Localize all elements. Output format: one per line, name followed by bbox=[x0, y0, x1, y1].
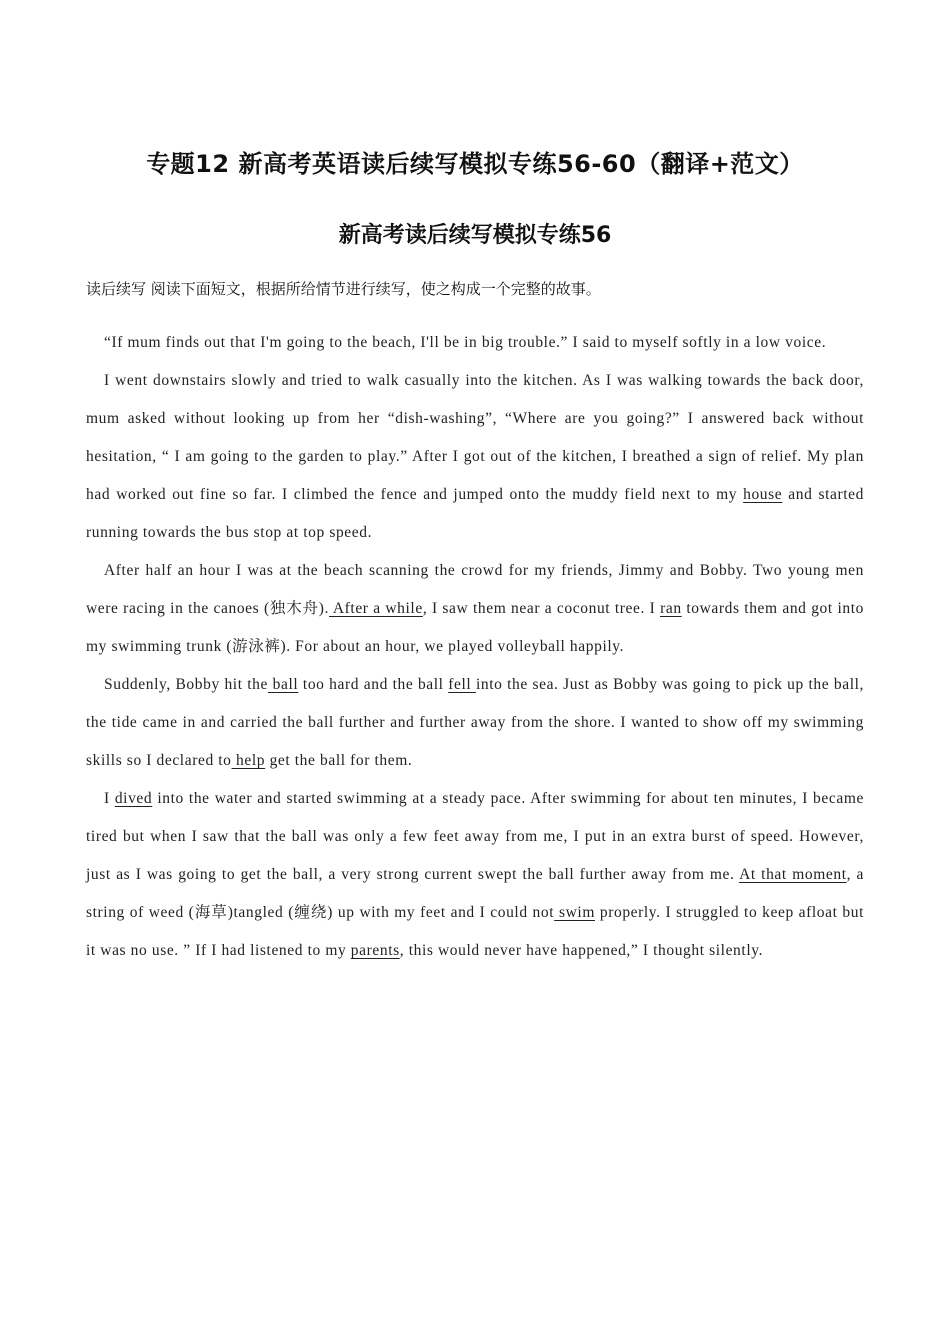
task-instruction: 读后续写 阅读下面短文，根据所给情节进行续写，使之构成一个完整的故事。 bbox=[86, 280, 601, 298]
underlined-phrase: After a while bbox=[329, 600, 423, 617]
underlined-word: ran bbox=[660, 600, 682, 617]
underlined-word: parents bbox=[350, 942, 400, 959]
underlined-phrase: At that moment bbox=[739, 866, 847, 883]
story-text bbox=[86, 324, 864, 970]
text-run: Suddenly, Bobby hit the bbox=[104, 676, 268, 693]
text-run: towards them and got into my swimming trunk (游泳裤). For about an hour, we played volleyball happily. bbox=[86, 600, 864, 655]
text-run: and started running towards the bus stop at top speed. bbox=[86, 486, 864, 541]
text-run: After half an hour I was at the beach scanning the crowd for my friends, Jimmy and Bobby. Two young men were racing in the canoes (独木舟). bbox=[86, 562, 864, 617]
page-title: 专题12 新高考英语读后续写模拟专练56-60（翻译+范文） bbox=[146, 150, 804, 178]
underlined-word: house bbox=[743, 486, 783, 503]
text-run: too hard and the ball bbox=[298, 676, 449, 693]
text-run: properly. I struggled to keep afloat but it was no use. ” If I had listened to my bbox=[86, 904, 864, 959]
text-run: , I saw them near a coconut tree. I bbox=[422, 600, 661, 617]
story-paragraph-5 bbox=[86, 780, 864, 970]
text-run: into the water and started swimming at a steady pace. After swimming for about ten minutes, I became tired but when I saw that the ball was only a few feet away from me, I put in an extra burst of speed. However, just as I was going to get the ball, a very strong current swept the ball further away from me. bbox=[86, 790, 864, 883]
underlined-word: ball bbox=[267, 676, 299, 693]
underlined-word: fell bbox=[448, 676, 476, 693]
story-paragraph-4 bbox=[86, 666, 864, 780]
text-run: I went downstairs slowly and tried to walk casually into the kitchen. As I was walking towards the back door, mum asked without looking up from her “dish-washing”, “Where are you going?” I answered back without hesitation, “ I am going to the garden to play.” After I got out of the kitchen, I breathed a sign of relief. My plan had worked out fine so far. I climbed the fence and jumped onto the muddy field next to my bbox=[86, 372, 864, 503]
story-paragraph-1 bbox=[86, 324, 864, 362]
story-paragraph-3 bbox=[86, 552, 864, 666]
text-run: , a string of weed (海草)tangled (缠绕) up with my feet and I could not bbox=[86, 866, 864, 921]
text-run: “If mum finds out that I'm going to the beach, I'll be in big trouble.” I said to myself softly in a low voice. bbox=[104, 334, 827, 351]
text-run: , this would never have happened,” I thought silently. bbox=[399, 942, 764, 959]
text-run: into the sea. Just as Bobby was going to pick up the ball, the tide came in and carried the ball further and further away from the shore. I wanted to show off my swimming skills so I declared to bbox=[86, 676, 865, 769]
underlined-word: help bbox=[231, 752, 266, 769]
text-run: get the ball for them. bbox=[265, 752, 413, 769]
page-subtitle: 新高考读后续写模拟专练56 bbox=[338, 223, 612, 248]
underlined-word: swim bbox=[554, 904, 595, 921]
underlined-word: dived bbox=[114, 790, 153, 807]
text-run: I bbox=[104, 790, 115, 807]
story-paragraph-2 bbox=[86, 362, 864, 552]
